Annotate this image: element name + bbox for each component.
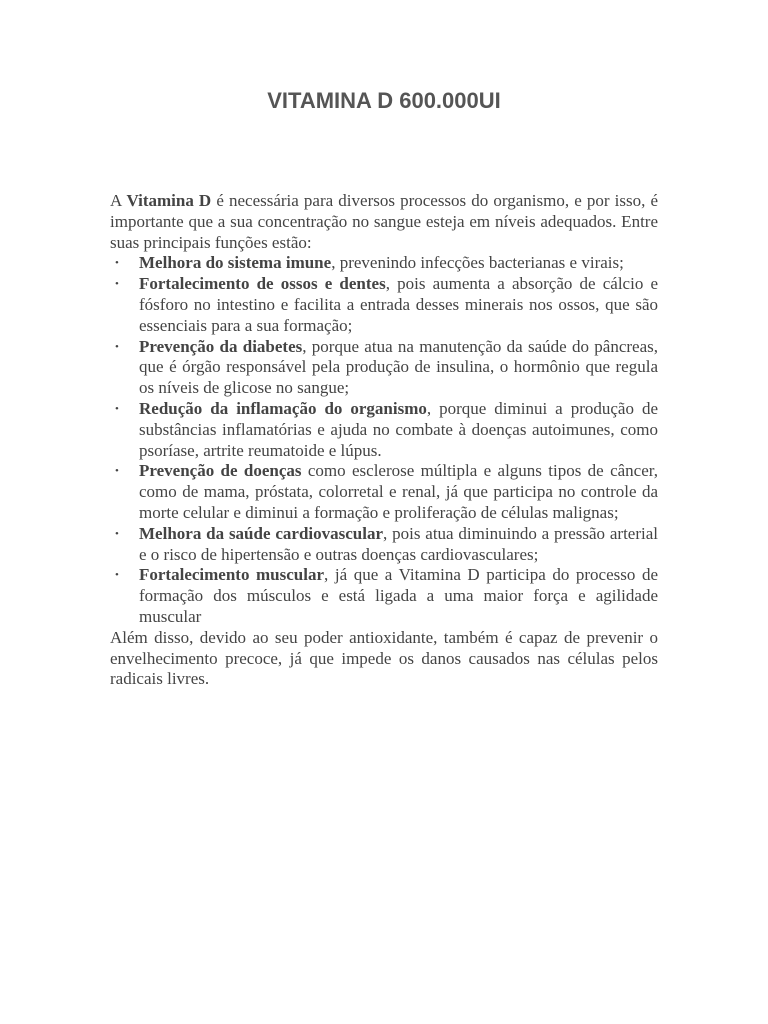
document-body: [110, 191, 658, 690]
intro-text: é necessária para diversos processos do organismo, e por isso, é importante que a sua concentração no sangue esteja em níveis adequados. Entre suas principais funções estão:: [110, 191, 658, 252]
list-item-bold: Fortalecimento muscular: [139, 565, 325, 585]
list-item: [115, 565, 658, 627]
closing-paragraph: Além disso, devido ao seu poder antioxidante, também é capaz de prevenir o envelhecimento precoce, já que impede os danos causados nas células pelos radicais livres.: [110, 627, 658, 689]
bullet-icon: •: [115, 402, 119, 415]
bullet-icon: •: [115, 569, 119, 582]
list-item-text: , pois aumenta a absorção de cálcio e fósforo no intestino e facilita a entrada desses minerais nos ossos, que são essenciais para a sua formação;: [139, 274, 659, 335]
list-item-bold: Melhora da saúde cardiovascular: [139, 523, 384, 543]
list-item: [115, 461, 658, 523]
list-item-bold: Fortalecimento de ossos e dentes: [139, 274, 386, 294]
list-item: [115, 274, 659, 336]
list-item-text: , porque atua na manutenção da saúde do pâncreas, que é órgão responsável pela produção de insulina, o hormônio que regula os níveis de glicose no sangue;: [139, 336, 659, 398]
list-item-bold: Redução da inflamação do organismo: [139, 398, 427, 418]
list-item-text: como esclerose múltipla e alguns tipos de câncer, como de mama, próstata, colorretal e renal, já que participa no controle da morte celular e diminui a formação e proliferação de células malignas;: [139, 461, 658, 522]
bullet-icon: •: [115, 340, 119, 353]
bullet-icon: •: [115, 527, 119, 540]
bullet-icon: •: [115, 257, 119, 270]
bullet-icon: •: [115, 278, 119, 291]
list-item-text: , porque diminui a produção de substâncias inflamatórias e ajuda no combate à doenças autoimunes, como psoríase, artrite reumatoide e lúpus.: [139, 398, 658, 460]
intro-paragraph: [110, 191, 658, 253]
bullet-icon: •: [115, 465, 119, 478]
list-item: [115, 253, 658, 274]
list-item-text: , pois atua diminuindo a pressão arterial e o risco de hipertensão e outras doenças cardiovasculares;: [139, 523, 658, 564]
list-item-bold: Prevenção da diabetes: [139, 336, 303, 356]
functions-list: [110, 253, 658, 627]
list-item-text: , prevenindo infecções bacterianas e virais;: [331, 253, 624, 273]
intro-bold-term: Vitamina D: [126, 191, 212, 210]
list-item: [115, 523, 658, 566]
intro-prefix: A: [110, 191, 127, 210]
list-item: [115, 336, 659, 399]
list-item-text: , já que a Vitamina D participa do processo de formação dos músculos e está ligada a uma maior força e agilidade muscular: [139, 565, 658, 626]
list-item-bold: Prevenção de doenças: [139, 461, 302, 481]
document-title: VITAMINA D 600.000UI: [267, 88, 501, 113]
list-item: [115, 398, 658, 461]
list-item-bold: Melhora do sistema imune: [139, 253, 332, 273]
